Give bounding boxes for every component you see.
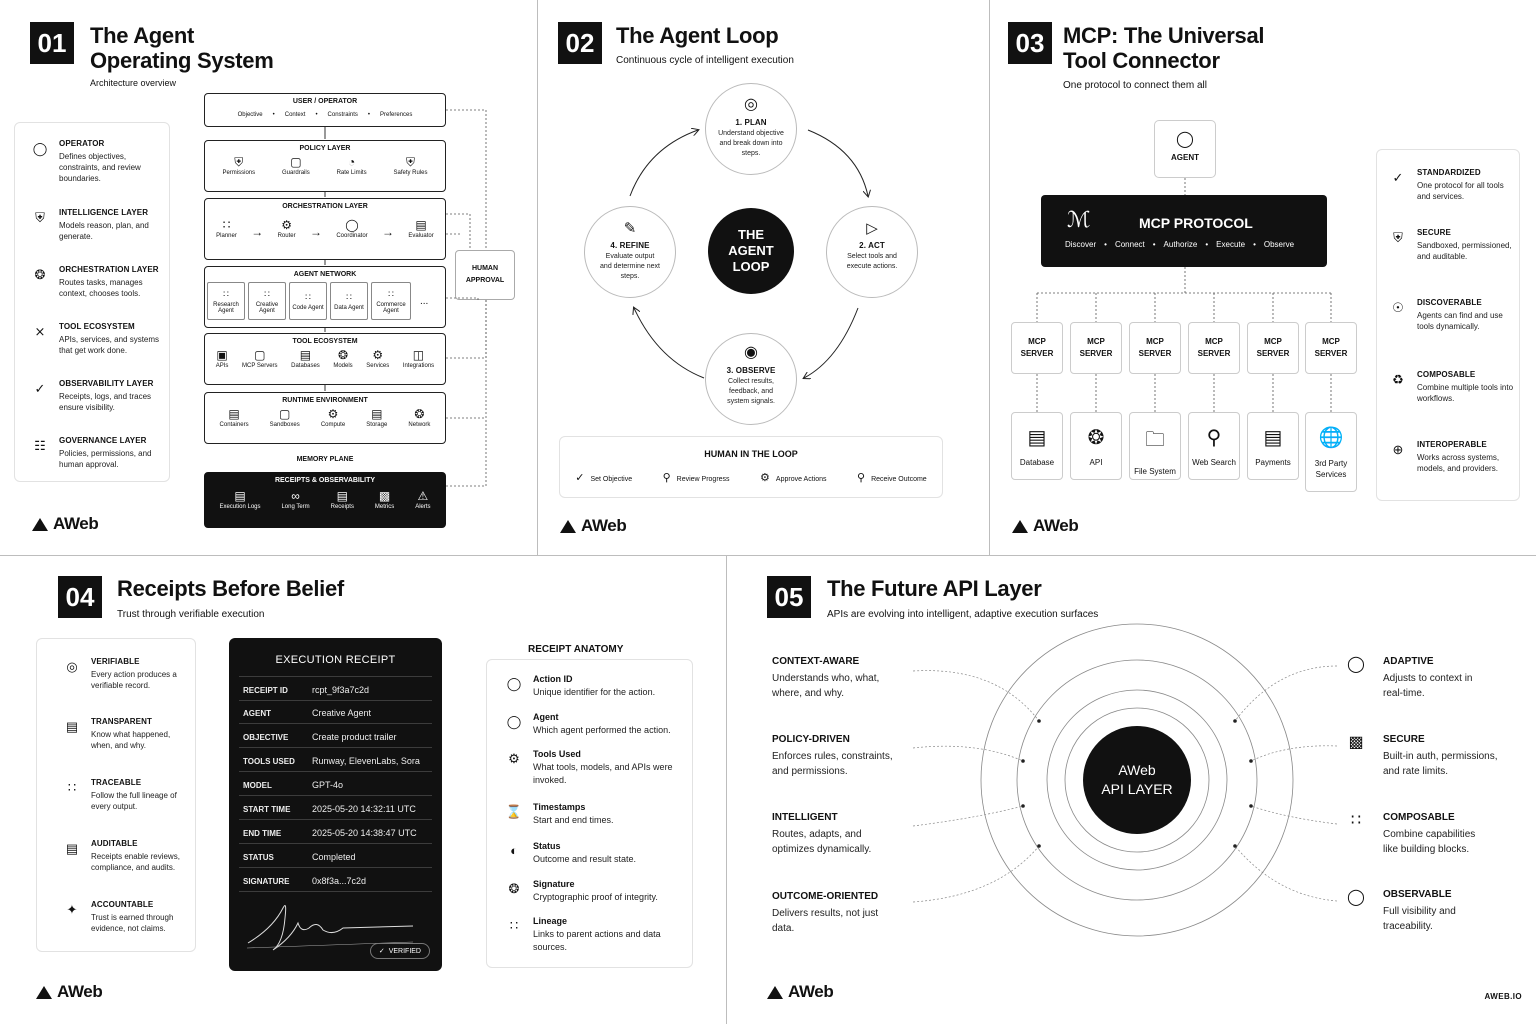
panel-title: The Agent Loop [616,23,779,48]
hourglass-icon: ⌛ [505,803,523,819]
layer-user: USER / OPERATOR Objective • Context • Constraints • Preferences [204,93,446,127]
lock-icon: ▩ [1348,734,1364,751]
legend-item: ⨯ TOOL ECOSYSTEM APIs, services, and systems that get work done. [31,322,161,356]
legend-item: ◯ OPERATOR Defines objectives, constraints, and review boundaries. [32,139,141,183]
arrow-right-icon: → [309,225,322,239]
principles-card [36,638,196,952]
agent-tile: ∷ Creative Agent [248,282,286,320]
safety-icon: ⛨ [406,155,416,169]
hitl-item: ✓ Set Objective [575,472,633,484]
agent-tile: ∷ Code Agent [289,282,327,320]
resource-node: 🗀 File System [1129,412,1181,480]
search-icon: ⚲ [1206,427,1222,449]
api-layer-core: AWeb API LAYER [1083,726,1191,834]
panel-number: 05 [767,576,811,618]
legend-item: ⛨ INTELLIGENCE LAYER Models reason, plan, and generate. [31,208,161,242]
receipt-item: ⚠ Alerts [415,489,431,510]
aweb-logo-icon [32,518,48,531]
verified-badge: ✓ VERIFIED [370,943,430,959]
mcp-server-node: MCP SERVER [1305,322,1357,374]
sandbox-icon: ▢ [279,407,291,421]
principle-item: ✦ ACCOUNTABLE Trust is earned through evidence, not claims. [63,900,191,934]
server-icon: ▢ [254,348,266,362]
policy-item: ⛨ Safety Rules [393,155,428,176]
legend-item: ❂ ORCHESTRATION LAYER Routes tasks, manages context, chooses tools. [31,265,161,299]
legend-card [14,122,170,482]
runtime-item: ▤ Storage [366,407,388,428]
brand-logo: AWeb [36,982,102,1002]
runtime-item: ❂ Network [408,407,431,428]
badge-icon: ✦ [66,901,78,917]
tool-item: ▢ MCP Servers [241,348,278,369]
panel-subtitle: Continuous cycle of intelligent execution [616,55,794,66]
layer-tool-ecosystem: TOOL ECOSYSTEM ▣ APIs ▢ MCP Servers ▤ Databases ❂ Models ⚙ Services ◫ Integrations [204,333,446,385]
loop-step-act: ▷ 2. ACT Select tools and execute actions. [826,206,918,298]
lineage-icon: ∷ [509,917,519,933]
right-feature: ◯ OBSERVABLE Full visibility and traceability. [1347,889,1456,932]
agent-tile: ∷ Research Agent [207,282,245,320]
loop-step-plan: ◎ 1. PLAN Understand objective and break down into steps. [705,83,797,175]
review-icon: ⚲ [662,472,671,484]
aweb-logo-icon [36,986,52,999]
loop-center: THE AGENT LOOP [708,208,794,294]
agent-node: ◯ AGENT [1154,120,1216,178]
receipt-anatomy-title: RECEIPT ANATOMY [528,644,624,655]
feature-item: ✓ STANDARDIZED One protocol for all tools and services. [1389,168,1515,202]
shield-icon: ⛨ [35,209,45,225]
human-approval-box: HUMAN APPROVAL [455,250,515,300]
planner-icon: ∷ [222,218,231,232]
arrow-right-icon: → [251,225,264,239]
panel-subtitle: APIs are evolving into intelligent, adaptive execution surfaces [827,609,1099,620]
brand-logo: AWeb [32,514,98,534]
right-feature: ∷ COMPOSABLE Combine capabilities like building blocks. [1347,812,1517,857]
agent-tile: ∷ Commerce Agent [371,282,411,320]
shield-icon: ⛨ [1393,229,1403,245]
panel-mcp [990,0,1536,555]
status-icon: ◐ [510,842,518,858]
compass-icon: ☉ [1392,299,1404,315]
runtime-item: ▢ Sandboxes [269,407,300,428]
left-feature: OUTCOME-ORIENTED Delivers results, not just data. [772,891,879,934]
tools-icon: ⨯ [34,323,46,339]
layer-runtime: RUNTIME ENVIRONMENT ▤ Containers ▢ Sandboxes ⚙ Compute ▤ Storage ❂ Network [204,392,446,444]
log-icon: ▤ [234,489,246,503]
feature-item: ♻ COMPOSABLE Combine multiple tools into workflows. [1389,370,1515,404]
receipt-anatomy-card: ◯ Action ID Unique identifier for the action. ◯ Agent Which agent performed the action. ⚙ Tools Used What tools, models, and APIs were invoked. ⌛ Timestamps Start and end times. ◐ Status Outcome and result state. ❂ Signature Cryptographic proof of integrity. ∷ Lineage Links to parent actions and data sources. [486,659,693,968]
runtime-item: ▤ Containers [219,407,249,428]
gauge-icon: ◔ [347,155,356,169]
panel-agent-loop [538,0,989,555]
policy-item: ◔ Rate Limits [336,155,367,176]
agent-icon: ∷ [388,289,394,299]
policy-item: ▢ Guardrails [282,155,310,176]
database-icon: ▤ [1027,427,1047,449]
audit-icon: ▤ [65,840,79,856]
feature-item: ⛨ SECURE Sandboxed, permissioned, and auditable. [1389,228,1515,262]
user-icon: ◯ [1347,656,1365,673]
tool-item: ◫ Integrations [402,348,435,369]
folder-icon: 🗀 [1145,429,1165,451]
agent-icon: ∷ [346,292,352,302]
principle-item: ▤ AUDITABLE Receipts enable reviews, compliance, and audits. [63,839,191,873]
resource-node: ▤ Database [1011,412,1063,480]
eye-icon: ◉ [744,344,758,361]
panel-title: The Agent Operating System [90,23,274,73]
panel-title: MCP: The Universal Tool Connector [1063,23,1265,73]
memory-plane-label: MEMORY PLANE [296,456,354,463]
agent-icon: ∷ [305,292,311,302]
resource-node: ❂ API [1070,412,1122,480]
database-icon: ▤ [299,348,312,362]
receipt-icon: ▤ [336,489,348,503]
principle-item: ◎ VERIFIABLE Every action produces a verifiable record. [63,657,191,691]
target-icon: ◎ [744,96,758,113]
model-icon: ❂ [337,348,349,362]
panel-subtitle: Trust through verifiable execution [117,609,265,620]
mcp-protocol-box: ℳ MCP PROTOCOL Discover • Connect • Authorize • Execute • Observe [1041,195,1327,267]
feature-item: ⊕ INTEROPERABLE Works across systems, models, and providers. [1389,440,1515,474]
panel-receipts [0,556,726,1024]
mcp-server-node: MCP SERVER [1247,322,1299,374]
layer-policy: POLICY LAYER ⛨ Permissions ▢ Guardrails ◔ Rate Limits ⛨ Safety Rules [204,140,446,192]
receipt-item: ▩ Metrics [374,489,395,510]
hitl-item: ⚙ Approve Actions [760,472,827,484]
hitl-item: ⚲ Review Progress [662,472,730,484]
user-icon: ◯ [32,140,48,156]
alert-icon: ⚠ [417,489,429,503]
tool-item: ▤ Databases [291,348,320,369]
agent-icon: ∷ [223,289,229,299]
coordinator-icon: ◯ [345,218,359,232]
execution-receipt: EXECUTION RECEIPT RECEIPT ID rcpt_9f3a7c2d AGENT Creative Agent OBJECTIVE Create product trailer TOOLS USED Runway, ElevenLabs, Sora MODEL GPT-4o START TIME 2025-05-20 14:32:11 UTC END TIME 2025-05-20 14:38:47 UTC STATUS Completed SIGNATURE 0x8f3a...7c2d ✓ VERIFIED [229,638,442,971]
human-in-loop-card: HUMAN IN THE LOOP ✓ Set Objective ⚲ Review Progress ⚙ Approve Actions ⚲ Receive Outcome [559,436,943,498]
panel-number: 01 [30,22,74,64]
receipt-item: ▤ Receipts [330,489,354,510]
panel-title: The Future API Layer [827,576,1042,601]
trace-icon: ∷ [67,779,77,795]
mcp-server-node: MCP SERVER [1129,322,1181,374]
integrations-icon: ◫ [412,348,425,362]
mcp-server-node: MCP SERVER [1188,322,1240,374]
check-circle-icon: ✓ [378,948,385,955]
orch-item: ∷ Planner [216,218,237,239]
aweb-logo-icon [767,986,783,999]
panel-number: 04 [58,576,102,618]
panel-number: 02 [558,22,602,64]
panel-subtitle: One protocol to connect them all [1063,80,1207,91]
memory-icon: ∞ [291,489,300,503]
shield-check-icon: ✓ [34,380,46,396]
left-feature: INTELLIGENT Routes, adapts, and optimizes dynamically. [772,812,872,855]
panel-future-api [727,556,1536,1024]
loop-step-observe: ◉ 3. OBSERVE Collect results, feedback, and system signals. [705,333,797,425]
principle-item: ▤ TRANSPARENT Know what happened, when, and why. [63,717,191,751]
mcp-server-node: MCP SERVER [1011,322,1063,374]
orchestration-icon: ❂ [34,266,46,282]
approve-icon: ⚙ [760,472,770,484]
shield-icon: ⛨ [234,155,244,169]
document-icon: ▤ [65,718,79,734]
right-feature: ◯ ADAPTIVE Adjusts to context in real-time. [1347,656,1473,699]
network-icon: ❂ [414,407,425,421]
guardrail-icon: ▢ [290,155,302,169]
check-circle-icon: ✓ [575,472,585,484]
search-icon: ⚲ [857,472,866,484]
brand-logo: AWeb [560,516,626,536]
hitl-item: ⚲ Receive Outcome [857,472,927,484]
policy-item: ⛨ Permissions [222,155,256,176]
orch-item: ⚙ Router [277,218,296,239]
tool-item: ⚙ Services [366,348,390,369]
mcp-server-node: MCP SERVER [1070,322,1122,374]
user-icon: ◯ [1176,131,1194,148]
runtime-item: ⚙ Compute [320,407,346,428]
container-icon: ▤ [228,407,240,421]
left-feature: CONTEXT-AWARE Understands who, what, where, and why. [772,656,880,699]
mcp-features-card [1376,149,1520,501]
footer-url[interactable]: AWEB.IO [1484,992,1522,1001]
resource-node: 🌐 3rd Party Services [1305,412,1357,492]
compute-icon: ⚙ [327,407,339,421]
router-icon: ⚙ [281,218,292,232]
blocks-icon: ∷ [1350,812,1362,829]
receipt-item: ▤ Execution Logs [219,489,261,510]
panel-subtitle: Architecture overview [90,78,177,88]
more-agents: ... [420,295,429,307]
layer-agent-network: AGENT NETWORK ∷ Research Agent ∷ Creative Agent ∷ Code Agent ∷ Data Agent ∷ Commerce Agent ... [204,266,446,328]
verified-icon: ◎ [66,658,78,674]
tools-icon: ⚙ [508,750,520,766]
evaluator-icon: ▤ [415,218,427,232]
receipt-item: ∞ Long Term [281,489,310,510]
pencil-icon: ✎ [623,219,637,237]
right-feature: ▩ SECURE Built-in auth, permissions, and rate limits. [1348,734,1498,777]
user-icon: ◯ [506,713,522,729]
tool-item: ❂ Models [333,348,353,369]
services-icon: ⚙ [372,348,384,362]
globe-icon: 🌐 [1318,427,1344,449]
agent-icon: ∷ [264,289,270,299]
legend-item: ✓ OBSERVABILITY LAYER Receipts, logs, and traces ensure visibility. [31,379,161,413]
shield-check-icon: ✓ [1392,169,1404,185]
api-icon: ▣ [216,348,228,362]
puzzle-icon: ♻ [1392,371,1404,387]
brand-logo: AWeb [767,982,833,1002]
mcp-logo-icon: ℳ [1067,207,1091,232]
resource-node: ⚲ Web Search [1188,412,1240,480]
card-icon: ▤ [1263,427,1283,449]
loop-step-refine: ✎ 4. REFINE Evaluate output and determine next steps. [584,206,676,298]
panel-agent-os [0,0,537,555]
globe-icon: ⊕ [1392,441,1404,457]
panel-title: Receipts Before Belief [117,576,344,601]
observe-icon: ◯ [1347,889,1365,906]
layer-orchestration: ORCHESTRATION LAYER ∷ Planner → ⚙ Router → ◯ Coordinator → ▤ Evaluator [204,198,446,260]
principle-item: ∷ TRACEABLE Follow the full lineage of every output. [63,778,191,812]
panel-number: 03 [1008,22,1052,64]
feature-item: ☉ DISCOVERABLE Agents can find and use tools dynamically. [1389,298,1515,332]
agent-tile: ∷ Data Agent [330,282,368,320]
orch-item: ▤ Evaluator [408,218,434,239]
tool-item: ▣ APIs [215,348,229,369]
storage-icon: ▤ [371,407,383,421]
id-icon: ◯ [506,675,522,691]
layer-receipts: RECEIPTS & OBSERVABILITY ▤ Execution Logs ∞ Long Term ▤ Receipts ▩ Metrics ⚠ Alerts [204,472,446,528]
play-icon: ▷ [866,219,878,237]
aweb-logo-icon [560,520,576,533]
arrow-right-icon: → [382,225,395,239]
aweb-logo-icon [1012,520,1028,533]
legend-item: ☷ GOVERNANCE LAYER Policies, permissions, and human approval. [31,436,161,470]
governance-icon: ☷ [34,437,46,453]
resource-node: ▤ Payments [1247,412,1299,480]
orch-item: ◯ Coordinator [336,218,368,239]
left-feature: POLICY-DRIVEN Enforces rules, constraints, and permissions. [772,734,893,777]
brand-logo: AWeb [1012,516,1078,536]
signature-icon: ❂ [508,880,520,896]
metrics-icon: ▩ [378,489,391,503]
api-icon: ❂ [1087,427,1105,449]
